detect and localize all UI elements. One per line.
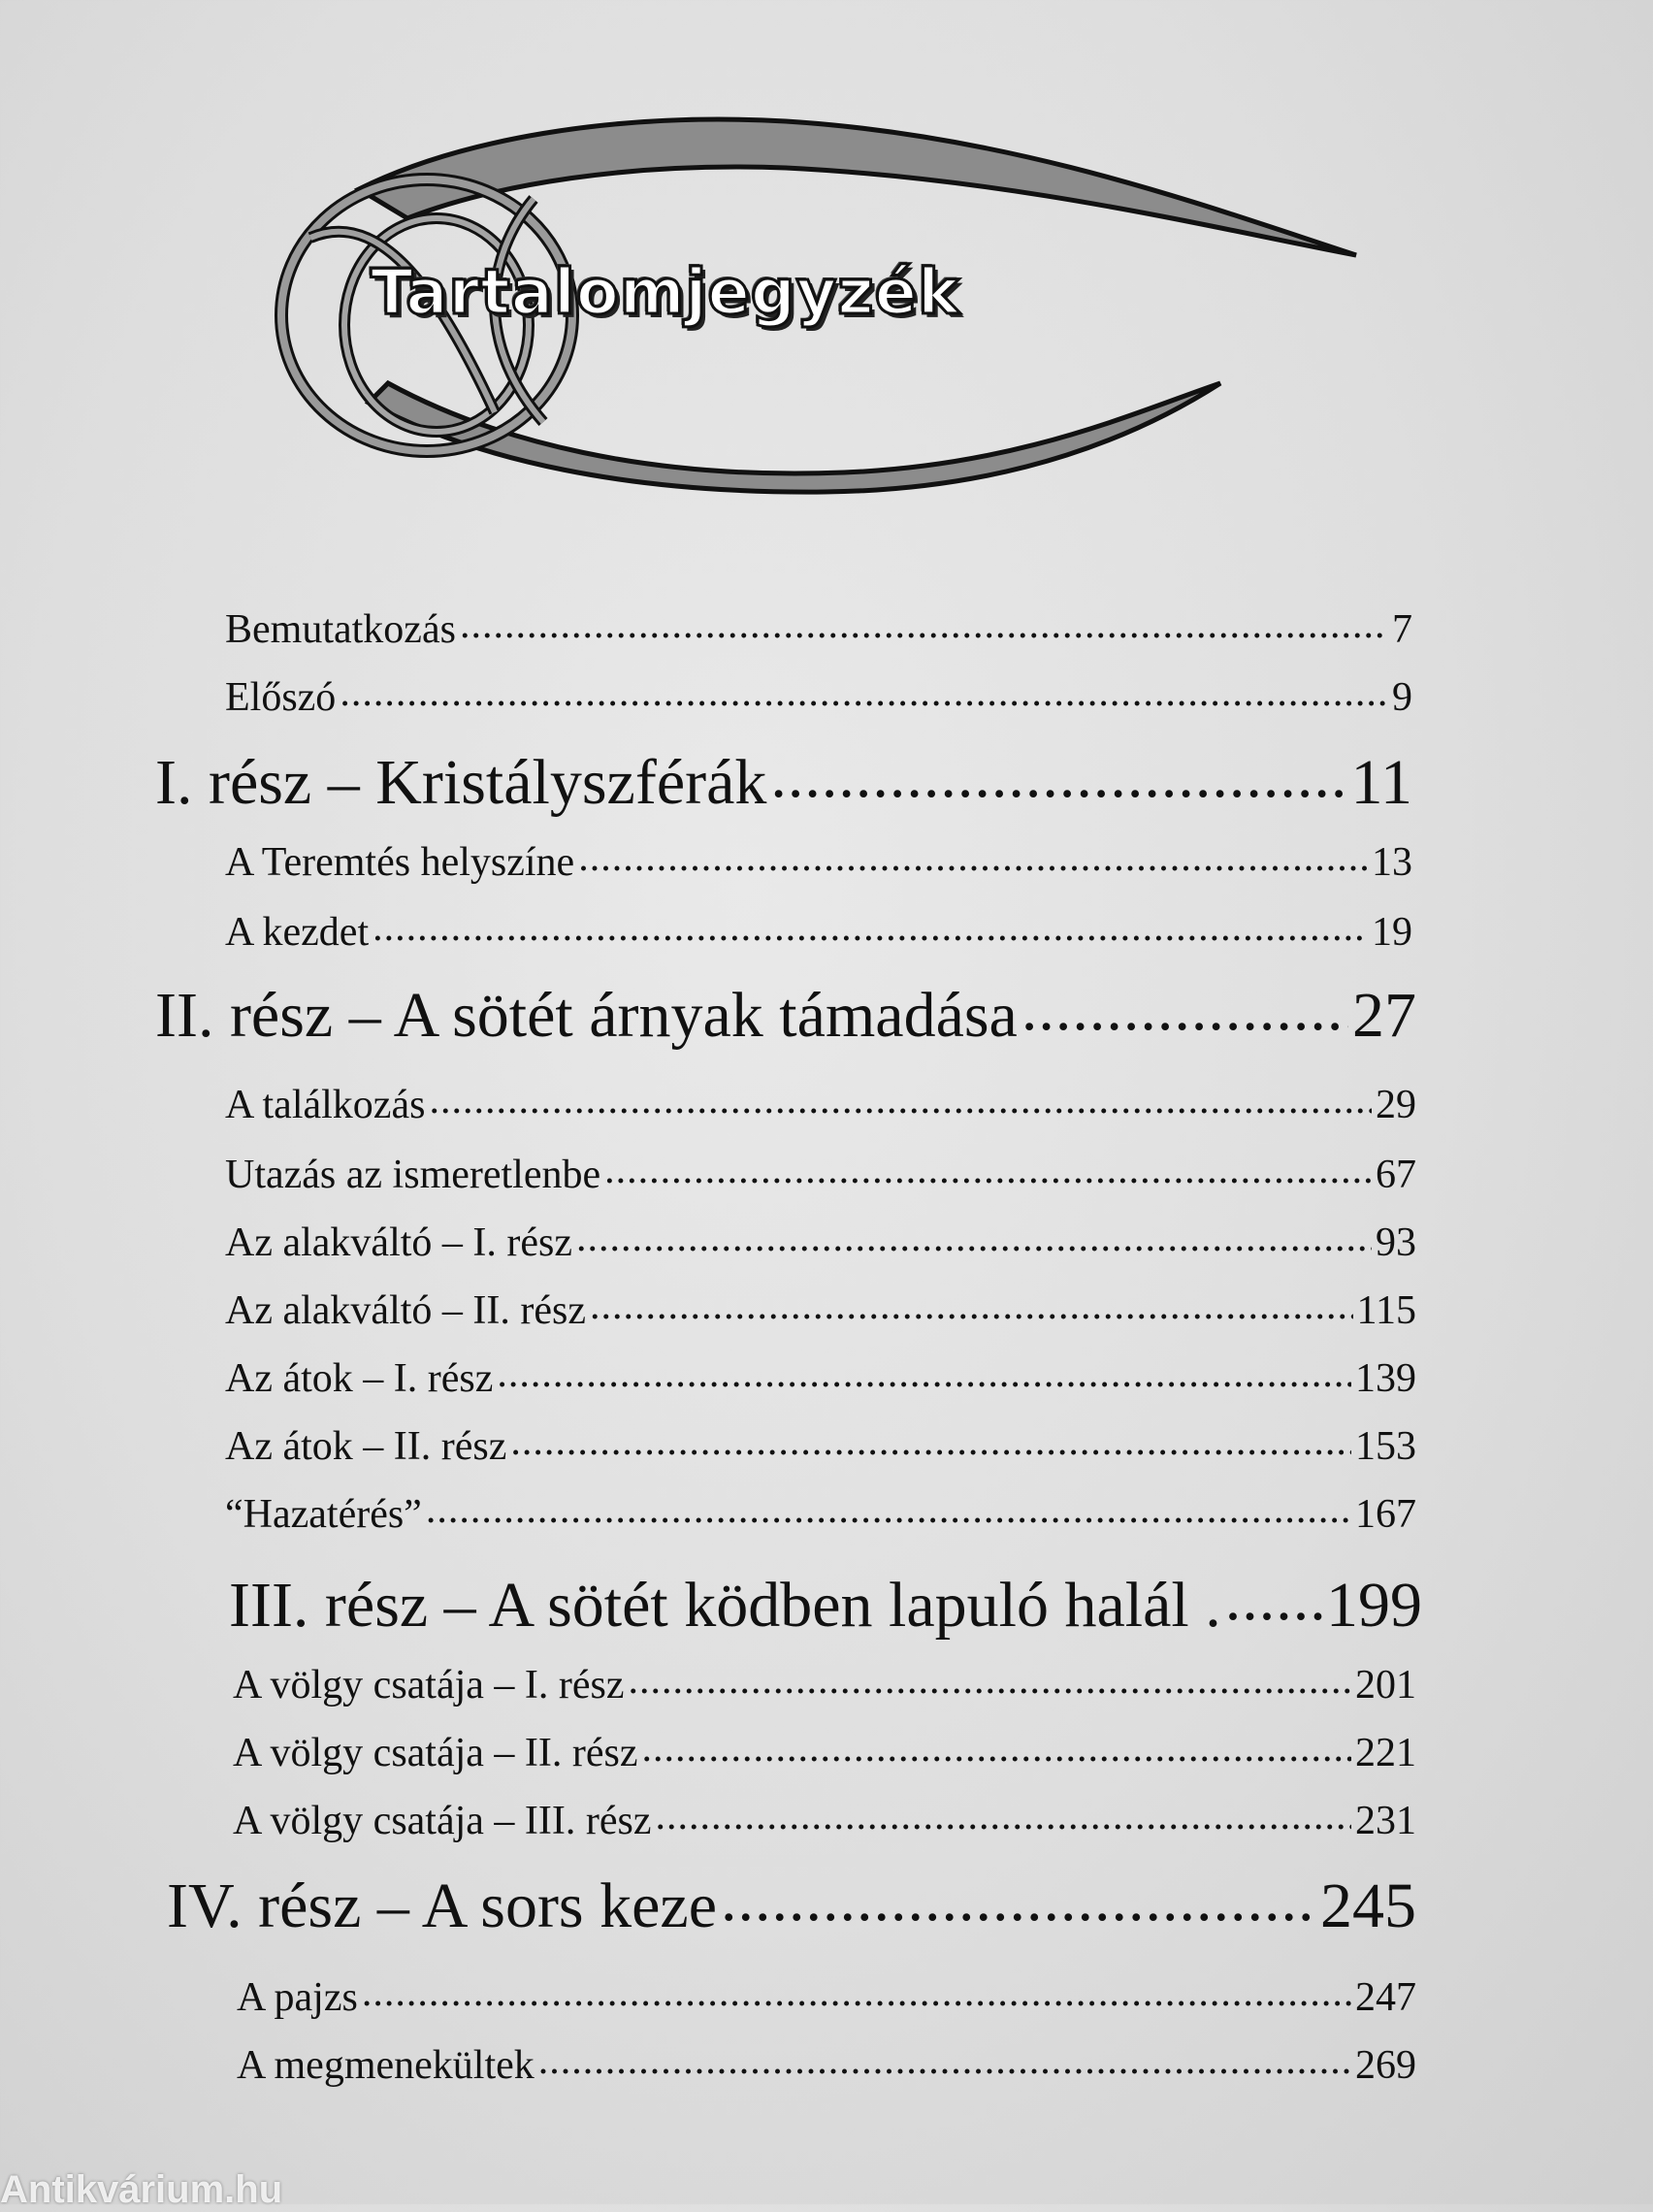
toc-entry-page: 13 [1372, 840, 1412, 885]
toc-entry-page: 67 [1376, 1153, 1416, 1197]
dot-leader [538, 2037, 1351, 2078]
dot-leader [770, 739, 1346, 803]
toc-entry-title: Az átok – II. rész [225, 1424, 507, 1469]
dot-leader [656, 1793, 1351, 1834]
toc-entry-page: 9 [1392, 675, 1412, 720]
toc-entry-title: A völgy csatája – III. rész [233, 1799, 652, 1843]
dot-leader [426, 1486, 1351, 1527]
toc-entry-page: 139 [1355, 1356, 1416, 1401]
toc-entry [233, 1725, 1416, 1776]
toc-entry-title: Bemutatkozás [225, 607, 456, 652]
toc-entry-page: 11 [1350, 747, 1412, 818]
toc-entry-page: 27 [1352, 980, 1416, 1051]
toc-entry [225, 1418, 1416, 1470]
dot-leader [497, 1350, 1351, 1391]
toc-entry-title: A találkozás [225, 1083, 426, 1127]
toc-entry-page: 167 [1355, 1492, 1416, 1537]
toc-entry-title: “Hazatérés” [225, 1492, 422, 1537]
dot-leader [721, 1863, 1316, 1927]
toc-entry-title: A völgy csatája – II. rész [233, 1731, 638, 1775]
toc-entry [225, 669, 1412, 721]
toc-entry-title: Utazás az ismeretlenbe [225, 1153, 601, 1197]
toc-entry [237, 2037, 1416, 2089]
toc-part-entry [229, 1562, 1422, 1643]
toc-entry-title: Az alakváltó – I. rész [225, 1220, 573, 1265]
toc-entry [225, 1486, 1416, 1538]
dot-leader [604, 1147, 1372, 1187]
dot-leader [460, 602, 1388, 642]
toc-part-entry [155, 739, 1412, 820]
toc-entry-page: 201 [1355, 1663, 1416, 1708]
dot-leader [590, 1283, 1353, 1323]
dot-leader [629, 1657, 1351, 1698]
dot-leader [510, 1418, 1351, 1459]
toc-entry-page: 115 [1356, 1288, 1416, 1333]
toc-entry-page: 247 [1355, 1975, 1416, 2020]
toc-entry-title: IV. rész – A sors keze [167, 1870, 717, 1941]
toc-entry-page: 221 [1355, 1731, 1416, 1775]
dot-leader [578, 834, 1368, 875]
toc-entry [225, 1283, 1416, 1334]
dot-leader [576, 1215, 1372, 1255]
toc-entry-page: 29 [1376, 1083, 1416, 1127]
toc-entry [225, 1215, 1416, 1266]
toc-entry-page: 7 [1392, 607, 1412, 652]
toc-heading: Tartalomjegyzék [371, 257, 960, 329]
toc-entry-title: Az alakváltó – II. rész [225, 1288, 586, 1333]
toc-entry-title: A völgy csatája – I. rész [233, 1663, 625, 1708]
toc-entry-page: 93 [1376, 1220, 1416, 1265]
toc-part-entry [167, 1863, 1416, 1943]
toc-entry-page: 199 [1326, 1570, 1422, 1641]
watermark: Antikvárium.hu [0, 2168, 283, 2211]
toc-entry [225, 1077, 1416, 1128]
toc-entry-title: A Teremtés helyszíne [225, 840, 575, 885]
dot-leader [373, 904, 1368, 945]
toc-entry [225, 1147, 1416, 1198]
toc-entry [233, 1657, 1416, 1708]
toc-entry-title: Az átok – I. rész [225, 1356, 494, 1401]
toc-entry-title: A megmenekültek [237, 2043, 535, 2088]
toc-entry [225, 834, 1412, 886]
toc-entry [225, 1350, 1416, 1402]
toc-entry-title: Előszó [225, 675, 337, 720]
dot-leader [429, 1077, 1372, 1118]
toc-entry-page: 269 [1355, 2043, 1416, 2088]
toc-entry-title: A pajzs [237, 1975, 358, 2020]
toc-part-entry [155, 972, 1416, 1053]
toc-entry-title: II. rész – A sötét árnyak támadása [155, 980, 1018, 1051]
dot-leader [1021, 972, 1348, 1036]
toc-entry-page: 231 [1355, 1799, 1416, 1843]
toc-entry [225, 602, 1412, 653]
dot-leader [642, 1725, 1351, 1766]
dot-leader [1225, 1562, 1322, 1626]
toc-entry [237, 1969, 1416, 2021]
toc-entry-title: III. rész – A sötét ködben lapuló halál . [229, 1570, 1221, 1641]
dot-leader [362, 1969, 1351, 2010]
toc-entry-page: 19 [1372, 910, 1412, 955]
dot-leader [340, 669, 1388, 710]
toc-entry-title: I. rész – Kristályszférák [155, 747, 767, 818]
toc-entry-page: 245 [1320, 1870, 1416, 1941]
toc-entry [233, 1793, 1416, 1844]
toc-entry [225, 904, 1412, 956]
toc-entry-page: 153 [1355, 1424, 1416, 1469]
toc-entry-title: A kezdet [225, 910, 370, 955]
